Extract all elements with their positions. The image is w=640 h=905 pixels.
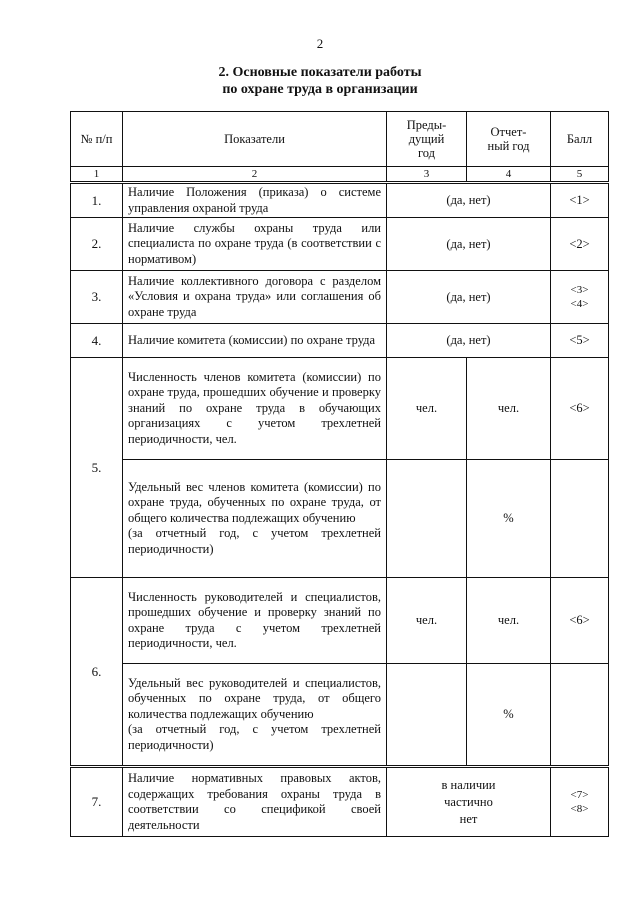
table-row [71, 664, 609, 767]
header-row [71, 112, 609, 167]
score-empty [551, 460, 609, 578]
table-row [71, 324, 609, 358]
indicator-text: Наличие нормативных правовых актов, содержащих требования охраны труда в соответствии со спецификой своей деятельности [123, 767, 387, 837]
column-number-row [71, 167, 609, 183]
indicator-text: Численность членов комитета (комиссии) по охране труда, прошедших обучение и проверку знаний по охране труда в обучающих организациях с учетом трехлетней периодичности, чел. [123, 358, 387, 460]
table-row [71, 578, 609, 664]
table-row [71, 183, 609, 218]
yes-no-value: (да, нет) [387, 271, 551, 324]
indicator-text: Наличие коллективного договора с разделом «Условия и охрана труда» или соглашения об охране труда [123, 271, 387, 324]
column-number: 2 [123, 167, 387, 183]
column-number: 4 [467, 167, 551, 183]
section-title-line2: по охране труда в организации [222, 82, 418, 97]
row-number: 3. [71, 271, 123, 324]
indicator-text: Удельный вес руководителей и специалистов, обученных по охране труда, от общего количества подлежащих обучению (за отчетный год, с учетом трехлетней периодичности) [123, 664, 387, 767]
table-row [71, 358, 609, 460]
prev-year-unit: чел. [387, 358, 467, 460]
section-title-line1: 2. Основные показатели работы [218, 65, 422, 80]
column-number: 5 [551, 167, 609, 183]
table-row [71, 218, 609, 271]
score-empty [551, 664, 609, 767]
row-number: 1. [71, 183, 123, 218]
score-value: <1> [551, 183, 609, 218]
header-prev-year: Преды-дущий год [387, 112, 467, 167]
column-number: 3 [387, 167, 467, 183]
header-report-year: Отчет-ный год [467, 112, 551, 167]
indicator-text: Наличие Положения (приказа) о системе управления охраной труда [123, 183, 387, 218]
row-number: 7. [71, 767, 123, 837]
indicator-text: Наличие службы охраны труда или специалиста по охране труда (в соответствии с нормативом) [123, 218, 387, 271]
indicator-text: Численность руководителей и специалистов, прошедших обучение и проверку знаний по охране труда с учетом трехлетней периодичности, чел. [123, 578, 387, 664]
availability-options: в наличии частично нет [387, 767, 551, 837]
table-row [71, 271, 609, 324]
header-num: № п/п [71, 112, 123, 167]
score-value: <3> <4> [551, 271, 609, 324]
row-number: 4. [71, 324, 123, 358]
report-year-unit: % [467, 460, 551, 578]
score-value: <5> [551, 324, 609, 358]
header-score: Балл [551, 112, 609, 167]
row-number: 5. [71, 358, 123, 578]
header-indicator: Показатели [123, 112, 387, 167]
prev-year-unit: чел. [387, 578, 467, 664]
table-row [71, 767, 609, 837]
yes-no-value: (да, нет) [387, 183, 551, 218]
prev-year-empty [387, 460, 467, 578]
report-year-unit: % [467, 664, 551, 767]
report-year-unit: чел. [467, 578, 551, 664]
prev-year-empty [387, 664, 467, 767]
table-row [71, 460, 609, 578]
yes-no-value: (да, нет) [387, 324, 551, 358]
score-value: <6> [551, 358, 609, 460]
yes-no-value: (да, нет) [387, 218, 551, 271]
row-number: 2. [71, 218, 123, 271]
report-year-unit: чел. [467, 358, 551, 460]
score-value: <7> <8> [551, 767, 609, 837]
score-value: <6> [551, 578, 609, 664]
column-number: 1 [71, 167, 123, 183]
row-number: 6. [71, 578, 123, 767]
page-number: 2 [316, 36, 324, 51]
section-title [0, 64, 640, 98]
indicators-table [70, 111, 609, 837]
indicator-text: Наличие комитета (комиссии) по охране труда [123, 324, 387, 358]
indicator-text: Удельный вес членов комитета (комиссии) по охране труда, обученных по охране труда, от общего количества подлежащих обучению (за отчетный год, с учетом трехлетней периодичности) [123, 460, 387, 578]
score-value: <2> [551, 218, 609, 271]
